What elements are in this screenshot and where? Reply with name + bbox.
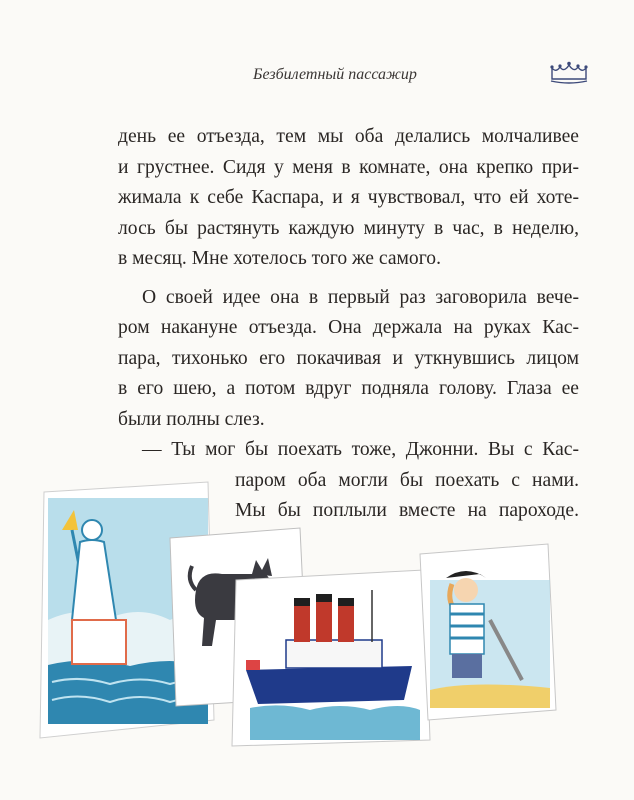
text-line: в его шею, а потом вдруг подняла голову. Глаза ее — [118, 378, 579, 399]
text-line: и грустнее. Сидя у меня в комнате, она крепко при- — [118, 156, 579, 178]
steamship-drawing — [232, 570, 430, 746]
text-line: — Ты мог бы поехать тоже, Джонни. Вы с Кас- — [142, 439, 579, 460]
illustration-drawings — [0, 470, 634, 800]
text-line: ром накануне отъезда. Она держала на руках Кас- — [118, 317, 579, 338]
text-line: лось бы растянуть каждую минуту в час, в неделю, — [118, 217, 579, 239]
text-line: жимала к себе Каспара, и я чувствовал, что ей хоте- — [118, 187, 579, 208]
paragraph-2 — [118, 283, 579, 436]
text-line: паром оба могли бы поехать с нами. — [235, 469, 579, 491]
text-line: пара, тихонько его покачивая и уткнувшись лицом — [118, 347, 579, 369]
pirate-drawing — [420, 544, 556, 720]
text-line: Мы бы поплыли вместе на пароходе. — [235, 500, 579, 521]
text-line: день ее отъезда, тем мы оба делались молчаливее — [118, 126, 579, 147]
running-header — [0, 64, 634, 88]
crown-icon — [548, 60, 590, 86]
text-line: были полны слез. — [118, 408, 265, 430]
text-line: в месяц. Мне хотелось того же самого. — [118, 248, 441, 269]
text-line: О своей идее она в первый раз заговорила вече- — [142, 286, 579, 308]
book-title: Безбилетный пассажир — [253, 66, 417, 83]
paragraph-1 — [118, 122, 579, 275]
